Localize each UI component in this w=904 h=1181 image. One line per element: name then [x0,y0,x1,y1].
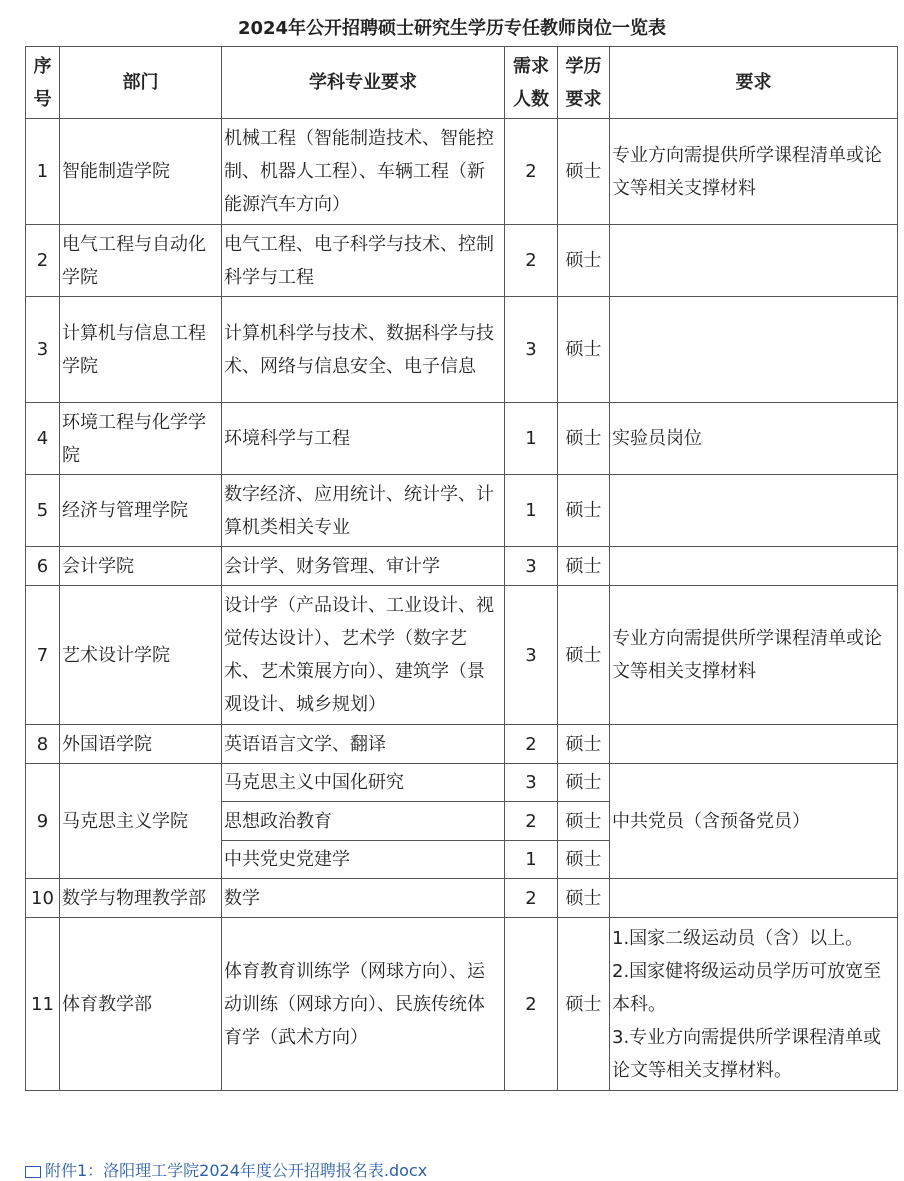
cell-major: 马克思主义中国化研究 [222,764,505,802]
cell-dept: 艺术设计学院 [60,586,222,725]
cell-req [610,725,898,764]
table-row [26,403,898,475]
cell-count: 2 [505,119,558,225]
header-req: 要求 [610,47,898,119]
table-row [26,725,898,764]
cell-degree: 硕士 [558,586,610,725]
table-row [26,586,898,725]
cell-dept: 计算机与信息工程学院 [60,297,222,403]
cell-dept: 马克思主义学院 [60,764,222,879]
positions-table [25,46,898,1091]
attachment-link[interactable] [25,1158,427,1181]
cell-count: 1 [505,475,558,547]
cell-degree: 硕士 [558,879,610,918]
cell-degree: 硕士 [558,297,610,403]
cell-count: 2 [505,918,558,1091]
cell-dept: 外国语学院 [60,725,222,764]
cell-seq: 10 [26,879,60,918]
cell-seq: 3 [26,297,60,403]
cell-major: 数字经济、应用统计、统计学、计算机类相关专业 [222,475,505,547]
cell-count: 3 [505,764,558,802]
header-count: 需求人数 [505,47,558,119]
cell-dept: 会计学院 [60,547,222,586]
table-row [26,297,898,403]
cell-seq: 8 [26,725,60,764]
cell-count: 2 [505,225,558,297]
header-row [26,47,898,119]
cell-seq: 5 [26,475,60,547]
cell-degree: 硕士 [558,802,610,841]
table-row [26,119,898,225]
cell-count: 3 [505,547,558,586]
cell-major: 会计学、财务管理、审计学 [222,547,505,586]
cell-major: 电气工程、电子科学与技术、控制科学与工程 [222,225,505,297]
cell-major: 环境科学与工程 [222,403,505,475]
header-degree: 学历要求 [558,47,610,119]
cell-major: 计算机科学与技术、数据科学与技术、网络与信息安全、电子信息 [222,297,505,403]
header-major: 学科专业要求 [222,47,505,119]
cell-major: 中共党史党建学 [222,841,505,879]
cell-count: 3 [505,297,558,403]
req-line: 1.国家二级运动员（含）以上。 [612,927,864,949]
cell-req: 专业方向需提供所学课程清单或论文等相关支撑材料 [610,586,898,725]
cell-seq: 4 [26,403,60,475]
cell-req [610,475,898,547]
cell-req: 专业方向需提供所学课程清单或论文等相关支撑材料 [610,119,898,225]
cell-req [610,297,898,403]
cell-major: 数学 [222,879,505,918]
cell-degree: 硕士 [558,403,610,475]
cell-degree: 硕士 [558,918,610,1091]
cell-count: 1 [505,841,558,879]
cell-dept: 体育教学部 [60,918,222,1091]
table-row [26,225,898,297]
cell-seq: 1 [26,119,60,225]
table-row [26,547,898,586]
cell-seq: 2 [26,225,60,297]
cell-count: 2 [505,725,558,764]
cell-req: 实验员岗位 [610,403,898,475]
cell-seq: 6 [26,547,60,586]
header-dept: 部门 [60,47,222,119]
header-seq: 序号 [26,47,60,119]
cell-count: 2 [505,879,558,918]
cell-count: 1 [505,403,558,475]
page-title: 2024年公开招聘硕士研究生学历专任教师岗位一览表 [237,18,667,39]
table-row [26,475,898,547]
cell-seq: 7 [26,586,60,725]
cell-major: 英语语言文学、翻译 [222,725,505,764]
cell-degree: 硕士 [558,225,610,297]
cell-major: 设计学（产品设计、工业设计、视觉传达设计）、艺术学（数字艺术、艺术策展方向）、建筑学（景观设计、城乡规划） [222,586,505,725]
cell-degree: 硕士 [558,119,610,225]
table-row [26,879,898,918]
req-line: 3.专业方向需提供所学课程清单或论文等相关支撑材料。 [612,1026,882,1081]
cell-seq: 11 [26,918,60,1091]
cell-dept: 电气工程与自动化学院 [60,225,222,297]
cell-degree: 硕士 [558,547,610,586]
cell-degree: 硕士 [558,764,610,802]
cell-dept: 智能制造学院 [60,119,222,225]
cell-degree: 硕士 [558,725,610,764]
cell-req [610,225,898,297]
cell-dept: 数学与物理教学部 [60,879,222,918]
cell-count: 3 [505,586,558,725]
table-row [26,764,898,802]
cell-count: 2 [505,802,558,841]
cell-seq: 9 [26,764,60,879]
attachment-label: 附件1：洛阳理工学院2024年度公开招聘报名表.docx [45,1161,428,1180]
cell-req: 中共党员（含预备党员） [610,764,898,879]
cell-major: 体育教育训练学（网球方向）、运动训练（网球方向）、民族传统体育学（武术方向） [222,918,505,1091]
cell-dept: 经济与管理学院 [60,475,222,547]
cell-dept: 环境工程与化学学院 [60,403,222,475]
cell-degree: 硕士 [558,475,610,547]
cell-major: 思想政治教育 [222,802,505,841]
cell-req [610,879,898,918]
cell-req [610,918,898,1091]
cell-req [610,547,898,586]
cell-major: 机械工程（智能制造技术、智能控制、机器人工程）、车辆工程（新能源汽车方向） [222,119,505,225]
req-line: 2.国家健将级运动员学历可放宽至本科。 [612,960,882,1015]
table-row [26,918,898,1091]
cell-degree: 硕士 [558,841,610,879]
